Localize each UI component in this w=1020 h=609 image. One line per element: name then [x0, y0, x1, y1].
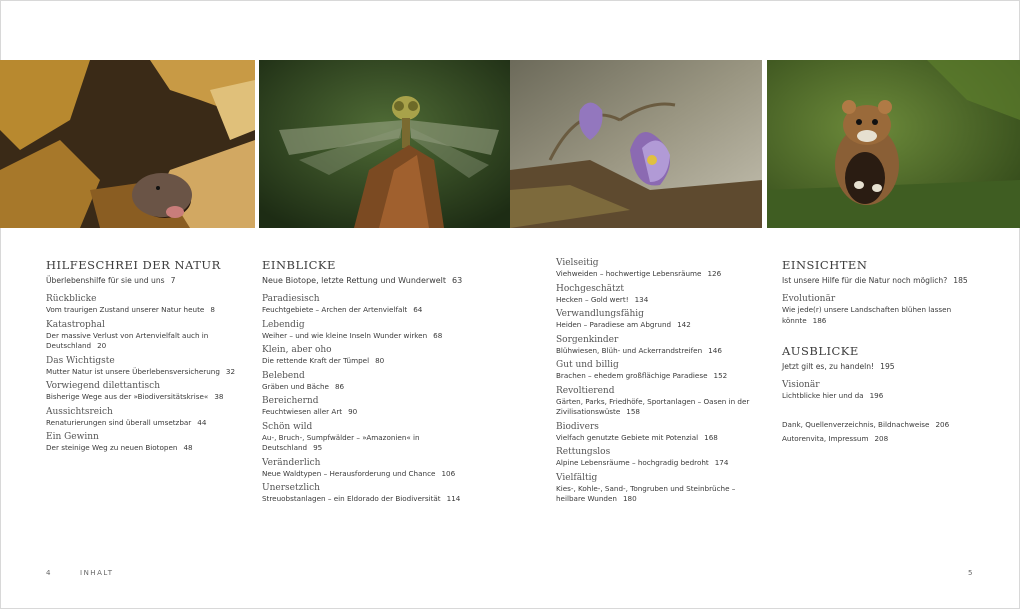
page-number: 158	[626, 407, 640, 416]
entry-description: Der steinige Weg zu neuen Biotopen 48	[46, 443, 193, 452]
page-number: 208	[874, 434, 889, 443]
page-number: 48	[183, 443, 193, 452]
toc-entry	[782, 380, 982, 402]
entry-description: Dank, Quellenverzeichnis, Bildnachweise 206	[782, 419, 950, 429]
entry-description: Au-, Bruch-, Sumpfwälder – »Amazonien« in Deutschland 95	[262, 432, 420, 452]
page-number: 32	[225, 366, 236, 376]
toc-entry	[782, 294, 982, 326]
section-title: EINBLICKE	[262, 258, 336, 272]
toc-entry	[262, 458, 477, 480]
section-title: AUSBLICKE	[782, 344, 859, 358]
page-number: 80	[375, 356, 385, 365]
page-number: 152	[713, 371, 728, 380]
page-number: 95	[313, 443, 323, 452]
toc-entry	[262, 422, 477, 454]
toc-entry	[46, 407, 246, 429]
toc-entry	[556, 360, 761, 382]
toc-entries	[262, 294, 477, 505]
toc-entry	[262, 371, 477, 393]
entry-title: Hochgeschätzt	[556, 283, 624, 294]
page-number: 64	[413, 305, 423, 314]
entry-description: Heiden – Paradiese am Abgrund 142	[556, 320, 691, 329]
toc-entry	[556, 422, 761, 444]
page-number-left: 4	[46, 569, 52, 577]
page-number: 106	[441, 468, 456, 478]
entry-title: Vorwiegend dilettantisch	[46, 381, 160, 391]
page-number: 146	[708, 345, 722, 355]
page-number: 142	[677, 320, 691, 329]
entry-description: Blühwiesen, Blüh- und Ackerrandstreifen 146	[556, 345, 722, 355]
toc-entry	[46, 381, 246, 403]
appendix-entries	[782, 420, 982, 445]
toc-entry	[782, 420, 982, 431]
toc-entries	[782, 380, 982, 402]
toc-column-1	[46, 258, 246, 458]
entry-description: Gräben und Bäche 86	[262, 381, 345, 391]
entry-title: Aussichtsreich	[46, 406, 113, 417]
entry-description: Gärten, Parks, Friedhöfe, Sportanlagen – Oasen in der Zivilisationswüste 158	[556, 396, 750, 416]
entry-title: Visionär	[782, 380, 820, 390]
entry-description: Renaturierungen sind überall umsetzbar 44	[46, 417, 207, 427]
entry-description: Autorenvita, Impressum 208	[782, 434, 889, 443]
toc-entry	[46, 294, 246, 316]
entry-description: Neue Waldtypen – Herausforderung und Chance 106	[262, 468, 456, 478]
section-subtitle: Ist unsere Hilfe für die Natur noch möglich? 185	[782, 276, 968, 285]
toc-entries	[556, 258, 761, 505]
entry-title: Rettungslos	[556, 447, 611, 457]
entry-description: Brachen – ehedem großflächige Paradiese 152	[556, 371, 728, 380]
entry-description: Mutter Natur ist unsere Überlebensversicherung 32	[46, 366, 236, 376]
entry-title: Lebendig	[262, 319, 305, 330]
toc-entry	[556, 258, 761, 280]
entry-description: Weiher – und wie kleine Inseln Wunder wirken 68	[262, 330, 443, 340]
page-number: 114	[446, 494, 461, 503]
entry-title: Klein, aber oho	[262, 345, 332, 355]
page-number: 195	[880, 362, 895, 371]
section-subtitle: Überlebenshilfe für sie und uns 7	[46, 276, 176, 285]
page-number: 38	[214, 392, 224, 401]
page-number: 196	[869, 391, 884, 400]
entry-title: Schön wild	[262, 421, 313, 432]
toc-entry	[46, 356, 246, 378]
entry-title: Evolutionär	[782, 294, 836, 304]
toc-entry	[262, 483, 477, 505]
section-title: EINSICHTEN	[782, 258, 868, 272]
toc-entry	[46, 432, 246, 454]
page-number: 44	[197, 417, 207, 427]
photo-pasque-flower	[510, 60, 762, 228]
entry-title: Belebend	[262, 370, 305, 381]
section-subtitle: Jetzt gilt es, zu handeln! 195	[782, 362, 895, 371]
entry-description: Viehweiden – hochwertige Lebensräume 126	[556, 269, 722, 278]
toc-entry	[556, 386, 761, 418]
section-subtitle: Neue Biotope, letzte Rettung und Wunderwelt 63	[262, 276, 463, 285]
toc-entry	[262, 396, 477, 418]
entry-title: Ein Gewinn	[46, 432, 99, 442]
entry-description: Der massive Verlust von Artenvielfalt auch in Deutschland 20	[46, 330, 209, 350]
page-number: 126	[707, 269, 722, 278]
photo-dragonfly	[259, 60, 510, 228]
entry-title: Katastrophal	[46, 319, 105, 330]
page-number: 20	[97, 341, 107, 350]
entry-description: Streuobstanlagen – ein Eldorado der Biodiversität 114	[262, 494, 461, 503]
page-number: 185	[953, 276, 968, 285]
entry-title: Vielfältig	[556, 472, 598, 483]
page-number: 174	[714, 458, 729, 467]
toc-entry	[46, 320, 246, 352]
toc-column-4	[782, 258, 982, 449]
entry-description: Alpine Lebensräume – hochgradig bedroht 174	[556, 458, 729, 467]
toc-entry	[556, 335, 761, 357]
photo-hamster	[767, 60, 1020, 228]
entry-title: Bereichernd	[262, 396, 319, 406]
entry-description: Feuchtwiesen aller Art 90	[262, 407, 358, 416]
entry-description: Wie jede(r) unsere Landschaften blühen lassen könnte 186	[782, 305, 952, 325]
entry-title: Veränderlich	[262, 457, 321, 468]
entry-description: Bisherige Wege aus der »Biodiversitätskrise« 38	[46, 392, 224, 401]
page-number: 86	[334, 381, 345, 391]
entry-description: Vielfach genutzte Gebiete mit Potenzial 168	[556, 432, 718, 442]
page-number: 168	[704, 432, 718, 442]
entry-description: Hecken – Gold wert! 134	[556, 294, 649, 304]
toc-entry	[556, 447, 761, 469]
entry-title: Gut und billig	[556, 360, 619, 370]
toc-entry	[556, 309, 761, 331]
page-number-right: 5	[968, 569, 974, 577]
entry-title: Rückblicke	[46, 294, 97, 304]
entry-title: Sorgenkinder	[556, 334, 619, 345]
page-number: 186	[812, 315, 827, 325]
page-number: 90	[348, 407, 358, 416]
toc-entries	[782, 294, 982, 326]
page-number: 68	[433, 330, 443, 340]
section-title: HILFESCHREI DER NATUR	[46, 258, 221, 272]
toc-entry	[556, 473, 761, 505]
entry-description: Die rettende Kraft der Tümpel 80	[262, 356, 385, 365]
entry-description: Lichtblicke hier und da 196	[782, 391, 884, 400]
page-number: 8	[210, 305, 215, 314]
entry-title: Biodivers	[556, 421, 599, 432]
toc-entry	[262, 294, 477, 316]
entry-title: Revoltierend	[556, 385, 615, 396]
running-head: INHALT	[80, 569, 114, 577]
entry-title: Paradiesisch	[262, 294, 320, 304]
photo-shrew	[0, 60, 255, 228]
entry-title: Verwandlungsfähig	[556, 309, 644, 319]
page-number: 206	[935, 419, 950, 429]
page-number: 134	[634, 294, 649, 304]
entry-description: Kies-, Kohle-, Sand-, Tongruben und Steinbrüche – heilbare Wunden 180	[556, 483, 736, 503]
toc-entry	[556, 284, 761, 306]
page-number: 7	[170, 276, 176, 285]
toc-entry	[262, 320, 477, 342]
entry-description: Feuchtgebiete – Archen der Artenvielfalt 64	[262, 305, 423, 314]
entry-title: Das Wichtigste	[46, 355, 115, 366]
entry-title: Unersetzlich	[262, 483, 320, 493]
toc-column-2	[262, 258, 477, 509]
toc-entry	[262, 345, 477, 367]
entry-description: Vom traurigen Zustand unserer Natur heute 8	[46, 305, 215, 314]
page-number: 180	[622, 494, 637, 503]
toc-column-3	[556, 258, 761, 509]
toc-entry	[782, 434, 982, 445]
entry-title: Vielseitig	[556, 258, 599, 268]
toc-entries	[46, 294, 246, 454]
page-number: 63	[452, 276, 463, 285]
